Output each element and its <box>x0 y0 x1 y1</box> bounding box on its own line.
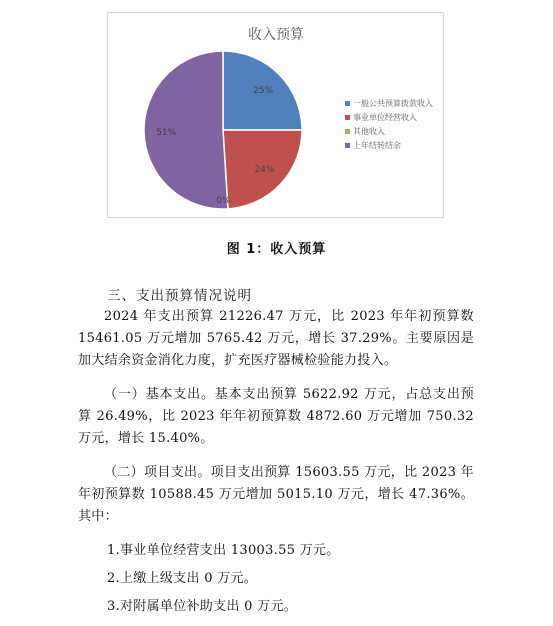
paragraph-basic-expenditure: （一）基本支出。基本支出预算 5622.92 万元，占总支出预算 26.49%，比 2023 年年初预算数 4872.60 万元增加 750.32 万元，增长 15.40%。 <box>78 387 474 446</box>
chart-title: 收入预算 <box>248 27 304 43</box>
section-heading: 三、支出预算情况说明 <box>107 288 252 304</box>
slice-value-label: 51% <box>156 127 177 138</box>
list-item: 3.对附属单位补助支出 0 万元。 <box>107 599 298 614</box>
pie-chart-frame <box>107 12 444 218</box>
paragraph-project-expenditure: （二）项目支出。项目支出预算 15603.55 万元，比 2023 年年初预算数 10588.45 万元增加 5015.10 万元，增长 47.36%。其中： <box>78 465 474 524</box>
slice-value-label: 0% <box>216 195 231 206</box>
slice-value-label: 25% <box>253 85 274 96</box>
legend-label: 事业单位经营收入 <box>353 113 417 122</box>
figure-caption: 图 1：收入预算 <box>226 242 327 257</box>
paragraph-total-expenditure: 2024 年支出预算 21226.47 万元，比 2023 年年初预算数 15461.05 万元增加 5765.42 万元，增长 37.29%。主要原因是加大结余资金消化力度，扩充医疗器械检验能力投入。 <box>78 309 474 368</box>
legend-swatch <box>345 129 350 134</box>
list-item: 2.上缴上级支出 0 万元。 <box>107 571 258 586</box>
chart-legend <box>345 98 433 150</box>
legend-swatch <box>345 143 350 148</box>
pie-chart <box>108 13 443 217</box>
legend-swatch <box>345 101 350 106</box>
legend-label: 一般公共预算拨款收入 <box>353 99 433 108</box>
list-item: 1.事业单位经营支出 13003.55 万元。 <box>107 543 340 558</box>
legend-label: 其他收入 <box>353 127 385 136</box>
slice-value-label: 24% <box>254 164 275 175</box>
legend-swatch <box>345 115 350 120</box>
legend-label: 上年结转结余 <box>353 141 401 150</box>
